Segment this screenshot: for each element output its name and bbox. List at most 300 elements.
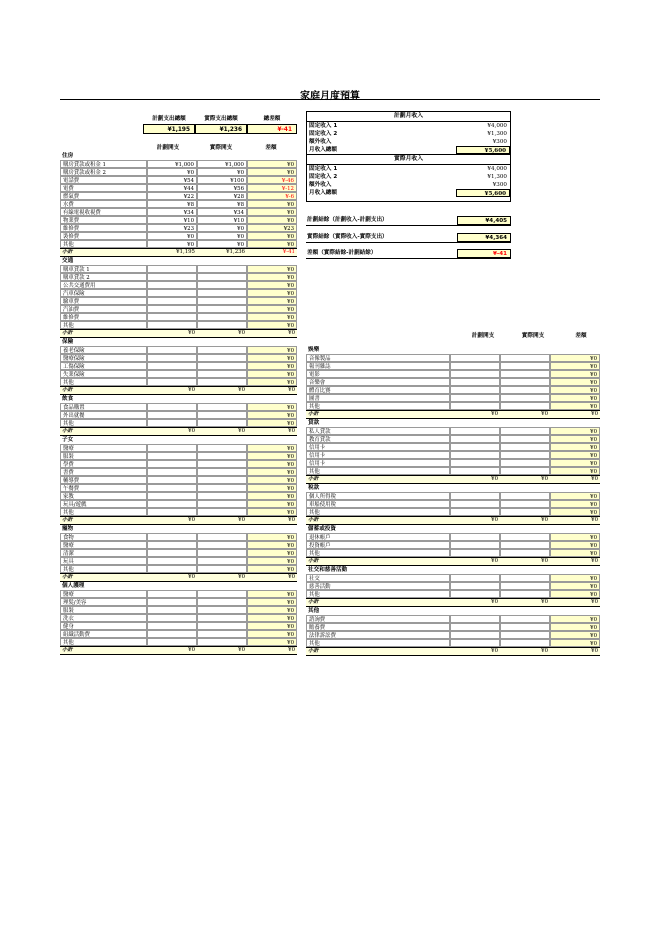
row-label: 家教	[60, 492, 147, 500]
table-row	[306, 362, 600, 370]
amount-cell[interactable]	[197, 362, 247, 370]
row-label: 物業費	[60, 216, 147, 224]
amount-cell[interactable]	[147, 476, 197, 484]
amount-cell[interactable]	[450, 362, 500, 370]
amount-cell[interactable]	[500, 459, 550, 467]
diff-cell: ¥0	[550, 631, 600, 639]
amount-cell[interactable]	[197, 313, 247, 321]
table-row	[60, 549, 297, 557]
table-row	[60, 590, 297, 598]
amount-cell[interactable]	[197, 321, 247, 329]
section-title-label: 飲食	[62, 396, 74, 402]
amount-cell[interactable]	[500, 402, 550, 410]
row-label: 其他	[60, 565, 147, 573]
table-row	[60, 606, 297, 614]
amount-cell[interactable]: ¥1,000	[197, 160, 247, 168]
amount-cell[interactable]	[197, 606, 247, 614]
section-title-label: 稅款	[308, 485, 320, 491]
amount-cell[interactable]	[147, 289, 197, 297]
amount-cell[interactable]	[450, 402, 500, 410]
amount-cell[interactable]	[147, 419, 197, 427]
table-row	[60, 378, 297, 386]
amount-cell[interactable]	[450, 631, 500, 639]
balance-diff-label: 差額（實際結餘-計劃結餘）	[307, 250, 377, 256]
amount-cell[interactable]	[197, 403, 247, 411]
diff-cell: ¥0	[247, 606, 297, 614]
table-row	[60, 216, 297, 224]
amount-cell[interactable]	[197, 622, 247, 630]
row-label: 個人所得稅	[306, 492, 450, 500]
diff-cell: ¥0	[550, 615, 600, 623]
amount-cell[interactable]	[500, 394, 550, 402]
diff-cell: ¥-6	[247, 192, 297, 200]
row-label: 其他	[60, 240, 147, 248]
amount-cell[interactable]: ¥0	[197, 240, 247, 248]
row-label: 購車貸款 2	[60, 273, 147, 281]
amount-cell[interactable]	[147, 590, 197, 598]
subtotal-cell: ¥0	[188, 574, 195, 580]
diff-cell: ¥0	[247, 557, 297, 565]
income-box	[306, 111, 511, 202]
income-label: 額外收入	[309, 139, 332, 145]
subtotal-label: 小計	[62, 249, 73, 255]
amount-cell[interactable]	[147, 444, 197, 452]
diff-cell: ¥0	[550, 378, 600, 386]
amount-cell[interactable]	[147, 305, 197, 313]
amount-cell[interactable]	[147, 598, 197, 606]
amount-cell[interactable]	[197, 476, 247, 484]
diff-cell: ¥0	[247, 476, 297, 484]
table-row	[306, 443, 600, 451]
diff-cell: ¥0	[550, 508, 600, 516]
row-label: 玩具	[60, 557, 147, 565]
amount-cell[interactable]	[147, 614, 197, 622]
table-row	[60, 476, 297, 484]
amount-cell[interactable]	[197, 541, 247, 549]
amount-cell[interactable]	[500, 615, 550, 623]
table-row	[60, 598, 297, 606]
diff-cell: ¥0	[550, 370, 600, 378]
amount-cell[interactable]: ¥28	[197, 192, 247, 200]
diff-cell: ¥0	[247, 460, 297, 468]
row-label: 汽車保險	[60, 289, 147, 297]
amount-cell[interactable]	[500, 508, 550, 516]
amount-cell[interactable]: ¥34	[197, 208, 247, 216]
subtotal-cell: ¥0	[188, 387, 195, 393]
amount-cell[interactable]	[147, 460, 197, 468]
table-row	[60, 208, 297, 216]
amount-cell[interactable]	[450, 574, 500, 582]
title-underline	[60, 99, 600, 100]
amount-cell[interactable]	[500, 362, 550, 370]
amount-cell[interactable]: ¥10	[197, 216, 247, 224]
amount-cell[interactable]: ¥0	[197, 168, 247, 176]
subtotal-row	[60, 248, 297, 257]
amount-cell[interactable]	[450, 500, 500, 508]
subtotal-cell: ¥0	[491, 599, 498, 605]
amount-cell[interactable]	[197, 297, 247, 305]
subtotal-row	[306, 475, 600, 484]
amount-cell[interactable]: ¥8	[197, 200, 247, 208]
row-label: 工傷保險	[60, 362, 147, 370]
amount-cell[interactable]	[147, 273, 197, 281]
subtotal-cell: ¥0	[491, 411, 498, 417]
amount-cell[interactable]	[500, 386, 550, 394]
amount-cell[interactable]	[147, 533, 197, 541]
amount-cell[interactable]	[500, 354, 550, 362]
amount-cell[interactable]	[197, 346, 247, 354]
subtotal-cell: ¥0	[188, 647, 195, 653]
diff-cell: ¥0	[247, 354, 297, 362]
subtotal-cell: ¥0	[288, 387, 295, 393]
amount-cell[interactable]	[450, 590, 500, 598]
subtotal-cell: ¥0	[288, 330, 295, 336]
amount-cell[interactable]	[197, 460, 247, 468]
amount-cell[interactable]	[147, 557, 197, 565]
subtotal-label: 小計	[308, 648, 319, 654]
right-expense-column	[306, 346, 600, 656]
amount-cell[interactable]	[500, 500, 550, 508]
amount-cell[interactable]	[500, 590, 550, 598]
subtotal-row	[60, 573, 297, 582]
table-row	[306, 370, 600, 378]
table-row	[306, 623, 600, 631]
amount-cell[interactable]	[450, 508, 500, 516]
section-title-label: 其他	[308, 608, 320, 614]
amount-cell[interactable]	[500, 451, 550, 459]
amount-cell[interactable]: ¥54	[147, 176, 197, 184]
amount-cell[interactable]	[500, 378, 550, 386]
table-row	[306, 615, 600, 623]
amount-cell[interactable]	[450, 549, 500, 557]
table-row	[306, 427, 600, 435]
amount-cell[interactable]	[500, 533, 550, 541]
amount-cell[interactable]: ¥0	[147, 240, 197, 248]
amount-cell[interactable]	[450, 451, 500, 459]
amount-cell[interactable]	[147, 281, 197, 289]
subtotal-label: 小計	[62, 428, 73, 434]
amount-cell[interactable]	[500, 639, 550, 647]
diff-cell: ¥0	[550, 492, 600, 500]
income-label: 月收入總額	[309, 147, 337, 153]
amount-cell[interactable]	[450, 354, 500, 362]
income-label: 月收入總額	[309, 190, 337, 196]
diff-cell: ¥0	[247, 321, 297, 329]
amount-cell[interactable]	[500, 541, 550, 549]
amount-cell[interactable]	[147, 484, 197, 492]
income-label: 額外收入	[309, 182, 332, 188]
amount-cell[interactable]: ¥10	[147, 216, 197, 224]
table-row	[306, 541, 600, 549]
income-value: ¥5,600	[456, 189, 510, 197]
row-label: 玩具/遊戲	[60, 500, 147, 508]
row-label: 其他	[306, 467, 450, 475]
amount-cell[interactable]	[147, 508, 197, 516]
amount-cell[interactable]	[147, 265, 197, 273]
amount-cell[interactable]	[197, 273, 247, 281]
amount-cell[interactable]	[147, 370, 197, 378]
amount-cell[interactable]	[500, 492, 550, 500]
row-label: 諮詢費	[306, 615, 450, 623]
amount-cell[interactable]	[450, 639, 500, 647]
row-label: 其他	[306, 402, 450, 410]
table-row	[60, 305, 297, 313]
row-label: 清潔	[60, 549, 147, 557]
row-label: 投資帳戶	[306, 541, 450, 549]
amount-cell[interactable]	[147, 297, 197, 305]
income-row	[307, 181, 510, 189]
row-label: 電話費	[60, 176, 147, 184]
amount-cell[interactable]	[197, 265, 247, 273]
diff-cell: ¥0	[247, 200, 297, 208]
amount-cell[interactable]	[147, 411, 197, 419]
subtotal-row	[60, 386, 297, 395]
amount-cell[interactable]	[197, 630, 247, 638]
amount-cell[interactable]	[197, 533, 247, 541]
amount-cell[interactable]	[450, 623, 500, 631]
amount-cell[interactable]	[147, 541, 197, 549]
subtotal-label: 小計	[308, 558, 319, 564]
amount-cell[interactable]	[500, 549, 550, 557]
section-title	[60, 395, 297, 403]
section-title	[306, 484, 600, 492]
amount-cell[interactable]: ¥0	[197, 232, 247, 240]
subtotal-cell: ¥0	[541, 476, 548, 482]
amount-cell[interactable]: ¥0	[197, 224, 247, 232]
amount-cell[interactable]	[500, 370, 550, 378]
amount-cell[interactable]: ¥0	[147, 168, 197, 176]
amount-cell[interactable]	[197, 281, 247, 289]
amount-cell[interactable]	[450, 541, 500, 549]
amount-cell[interactable]	[450, 443, 500, 451]
table-row	[60, 508, 297, 516]
amount-cell[interactable]: ¥1,000	[147, 160, 197, 168]
subtotal-cell: ¥0	[288, 574, 295, 580]
subtotal-cell: ¥0	[238, 387, 245, 393]
amount-cell[interactable]	[147, 622, 197, 630]
amount-cell[interactable]: ¥56	[197, 184, 247, 192]
amount-cell[interactable]	[197, 492, 247, 500]
amount-cell[interactable]	[197, 484, 247, 492]
row-label: 其他	[306, 590, 450, 598]
subtotal-label: 小計	[308, 411, 319, 417]
income-value: ¥1,300	[487, 131, 507, 137]
amount-cell[interactable]	[450, 386, 500, 394]
row-label: 其他	[60, 321, 147, 329]
diff-cell: ¥0	[247, 362, 297, 370]
amount-cell[interactable]: ¥23	[147, 224, 197, 232]
amount-cell[interactable]	[197, 354, 247, 362]
subtotal-label: 小計	[62, 387, 73, 393]
amount-cell[interactable]	[450, 435, 500, 443]
section-title	[306, 566, 600, 574]
row-label: 贍養費	[306, 623, 450, 631]
col-header-diff: 差額	[265, 145, 277, 151]
amount-cell[interactable]	[450, 394, 500, 402]
amount-cell[interactable]	[147, 313, 197, 321]
amount-cell[interactable]	[147, 452, 197, 460]
section-title-label: 保險	[62, 339, 74, 345]
subtotal-row	[60, 329, 297, 338]
row-label: 醫療	[60, 541, 147, 549]
section-title-label: 子女	[62, 437, 74, 443]
row-label: 購房貸款或租金 2	[60, 168, 147, 176]
amount-cell[interactable]	[147, 638, 197, 646]
amount-cell[interactable]: ¥44	[147, 184, 197, 192]
row-label: 體育比賽	[306, 386, 450, 394]
amount-cell[interactable]	[147, 565, 197, 573]
amount-cell[interactable]	[197, 444, 247, 452]
amount-cell[interactable]	[197, 468, 247, 476]
total-diff-header: 總差額	[263, 116, 281, 122]
amount-cell[interactable]	[197, 411, 247, 419]
table-row	[60, 168, 297, 176]
amount-cell[interactable]	[147, 606, 197, 614]
amount-cell[interactable]: ¥100	[197, 176, 247, 184]
diff-cell: ¥0	[247, 533, 297, 541]
subtotal-cell: ¥0	[541, 411, 548, 417]
amount-cell[interactable]: ¥8	[147, 200, 197, 208]
table-row	[306, 639, 600, 647]
amount-cell[interactable]	[147, 321, 197, 329]
balance-diff-value: ¥-41	[457, 249, 511, 258]
amount-cell[interactable]	[450, 467, 500, 475]
section-title	[306, 419, 600, 427]
amount-cell[interactable]	[450, 582, 500, 590]
section-title-label: 交通	[62, 258, 74, 264]
amount-cell[interactable]	[147, 549, 197, 557]
amount-cell[interactable]	[197, 638, 247, 646]
row-label: 信用卡	[306, 459, 450, 467]
table-row	[60, 354, 297, 362]
amount-cell[interactable]	[500, 435, 550, 443]
amount-cell[interactable]	[147, 403, 197, 411]
amount-cell[interactable]	[197, 565, 247, 573]
row-label: 其他	[60, 508, 147, 516]
row-label: 教育貸款	[306, 435, 450, 443]
section-title-label: 社交和慈善活動	[308, 567, 348, 573]
amount-cell[interactable]	[450, 370, 500, 378]
diff-cell: ¥0	[247, 346, 297, 354]
subtotal-cell: ¥0	[238, 428, 245, 434]
amount-cell[interactable]	[197, 508, 247, 516]
subtotal-row	[306, 598, 600, 607]
amount-cell[interactable]	[450, 378, 500, 386]
subtotal-row	[306, 516, 600, 525]
amount-cell[interactable]: ¥34	[147, 208, 197, 216]
planned-balance-label: 計劃結餘（計劃收入-計劃支出）	[307, 217, 388, 223]
subtotal-cell: ¥0	[238, 574, 245, 580]
subtotal-row	[60, 427, 297, 436]
diff-cell: ¥0	[550, 354, 600, 362]
amount-cell[interactable]	[147, 492, 197, 500]
amount-cell[interactable]: ¥22	[147, 192, 197, 200]
amount-cell[interactable]	[197, 452, 247, 460]
amount-cell[interactable]	[197, 549, 247, 557]
table-row	[306, 451, 600, 459]
amount-cell[interactable]	[197, 590, 247, 598]
amount-cell[interactable]	[500, 582, 550, 590]
amount-cell[interactable]	[500, 631, 550, 639]
row-label: 報刊雜誌	[306, 362, 450, 370]
table-row	[60, 192, 297, 200]
amount-cell[interactable]	[197, 289, 247, 297]
amount-cell[interactable]	[147, 362, 197, 370]
amount-cell[interactable]	[450, 533, 500, 541]
amount-cell[interactable]	[147, 468, 197, 476]
amount-cell[interactable]	[197, 557, 247, 565]
amount-cell[interactable]	[450, 427, 500, 435]
table-row	[306, 467, 600, 475]
table-row	[60, 346, 297, 354]
amount-cell[interactable]	[450, 459, 500, 467]
amount-cell[interactable]	[147, 378, 197, 386]
amount-cell[interactable]	[197, 370, 247, 378]
amount-cell[interactable]	[500, 467, 550, 475]
amount-cell[interactable]	[147, 354, 197, 362]
section-title-label: 個人護理	[62, 583, 85, 589]
amount-cell[interactable]	[450, 492, 500, 500]
amount-cell[interactable]	[500, 427, 550, 435]
amount-cell[interactable]	[197, 500, 247, 508]
amount-cell[interactable]	[197, 614, 247, 622]
section-title	[306, 525, 600, 533]
diff-cell: ¥0	[550, 459, 600, 467]
row-label: 輔導費	[60, 476, 147, 484]
table-row	[60, 370, 297, 378]
amount-cell[interactable]: ¥0	[147, 232, 197, 240]
amount-cell[interactable]	[147, 630, 197, 638]
amount-cell[interactable]	[197, 598, 247, 606]
planned-balance	[306, 216, 511, 226]
diff-cell: ¥0	[247, 208, 297, 216]
section-title	[60, 152, 297, 160]
actual-balance-label: 實際結餘（實際收入-實際支出）	[307, 234, 388, 240]
amount-cell[interactable]	[500, 443, 550, 451]
row-label: 音樂會	[306, 378, 450, 386]
subtotal-cell: ¥0	[238, 647, 245, 653]
row-label: 信用卡	[306, 443, 450, 451]
row-label: 書費	[60, 468, 147, 476]
diff-cell: ¥0	[550, 451, 600, 459]
amount-cell[interactable]	[147, 346, 197, 354]
table-row	[60, 460, 297, 468]
amount-cell[interactable]	[500, 623, 550, 631]
table-row	[60, 313, 297, 321]
amount-cell[interactable]	[147, 500, 197, 508]
income-label: 固定收入 2	[309, 174, 338, 180]
amount-cell[interactable]	[197, 378, 247, 386]
table-row	[60, 468, 297, 476]
amount-cell[interactable]	[197, 305, 247, 313]
section-title	[60, 338, 297, 346]
section-title	[60, 525, 297, 533]
table-row	[60, 265, 297, 273]
table-row	[60, 419, 297, 427]
amount-cell[interactable]	[450, 615, 500, 623]
table-row	[60, 500, 297, 508]
table-row	[306, 549, 600, 557]
amount-cell[interactable]	[197, 419, 247, 427]
subtotal-cell: ¥0	[288, 428, 295, 434]
diff-cell: ¥0	[550, 394, 600, 402]
table-row	[60, 224, 297, 232]
diff-cell: ¥0	[247, 289, 297, 297]
table-row	[60, 160, 297, 168]
subtotal-cell: ¥0	[188, 330, 195, 336]
table-row	[60, 492, 297, 500]
amount-cell[interactable]	[500, 574, 550, 582]
